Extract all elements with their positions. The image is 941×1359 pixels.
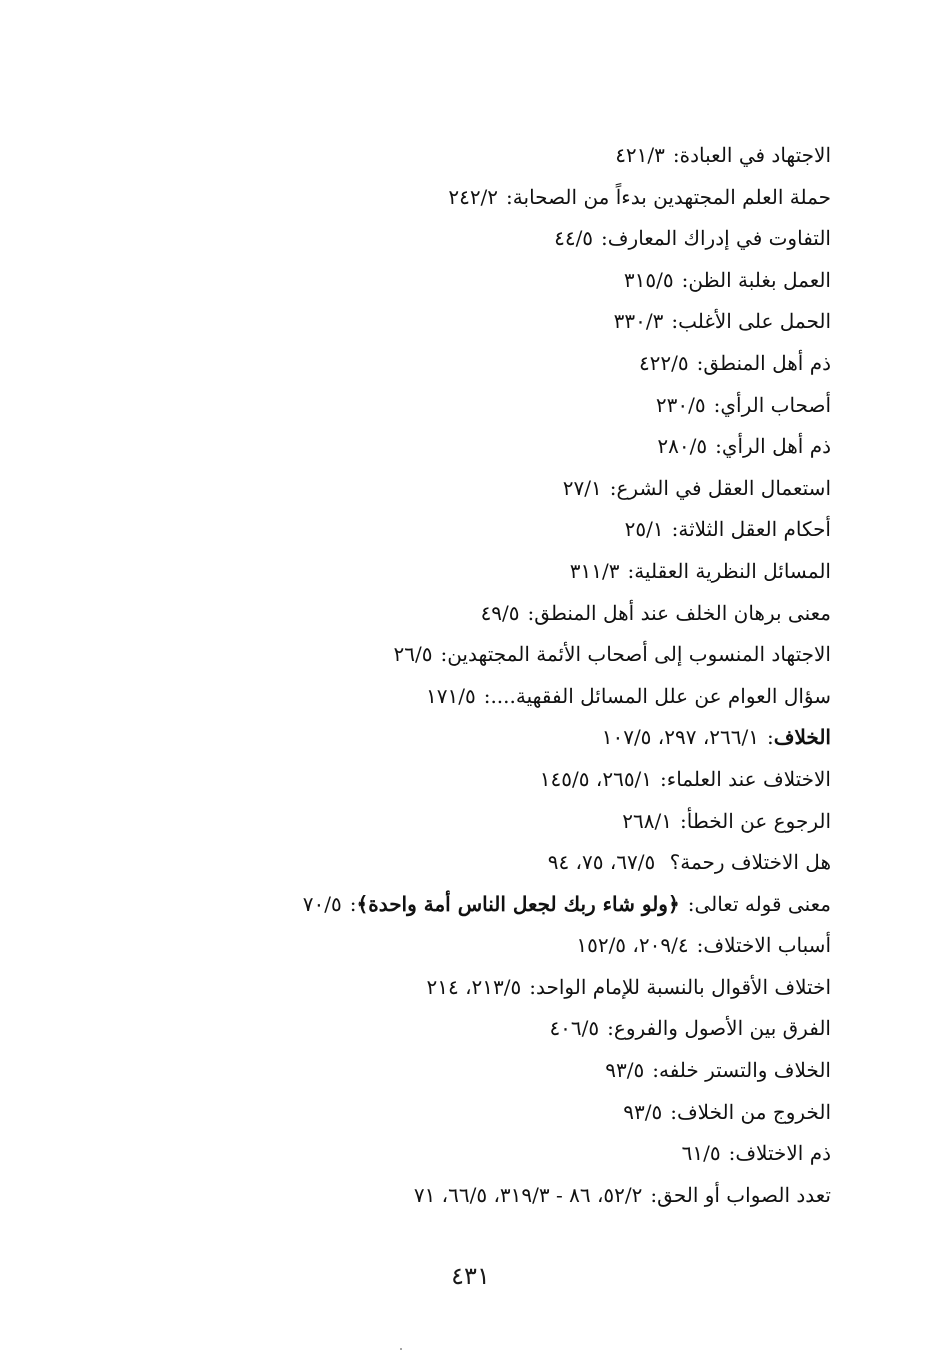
index-entry (131, 1052, 831, 1094)
entry-term: ذم أهل المنطق (703, 350, 831, 375)
entry-refs: ٦١/٥ (681, 1141, 721, 1166)
entry-refs: ٧٠/٥ (302, 891, 342, 916)
entry-refs: ٢٦٨/١ (622, 808, 672, 833)
index-entry (131, 761, 831, 803)
entry-term: ذم أهل الرأي (721, 434, 831, 459)
separator: : (609, 475, 617, 500)
index-entry (131, 303, 831, 345)
entry-refs: ٢٦٦/١، ٢٩٧، ١٠٧/٥ (601, 725, 760, 750)
index-entry (131, 428, 831, 470)
separator: : (680, 808, 687, 833)
separator: : (650, 1182, 658, 1207)
index-entry (131, 511, 831, 553)
separator: : (671, 309, 679, 334)
separator: : (506, 184, 513, 209)
entry-refs: ٣٣٠/٣ (613, 309, 664, 334)
index-entry (131, 1177, 831, 1219)
entry-term: معنى قوله تعالى (694, 891, 831, 916)
separator: : (713, 392, 721, 417)
entry-term: الاجتهاد المنسوب إلى أصحاب الأئمة المجتهدين (447, 642, 831, 667)
index-entry (131, 595, 831, 637)
entry-refs: ٤٢٢/٥ (638, 350, 689, 375)
index-entry (131, 1135, 831, 1177)
separator: : (627, 558, 635, 583)
entry-refs: ٢٦٥/١، ١٤٥/٥ (539, 766, 653, 791)
separator: : (483, 683, 491, 708)
entry-term: استعمال العقل في الشرع (616, 475, 831, 500)
separator: : (670, 1099, 677, 1124)
entry-term: الاجتهاد في العبادة (679, 143, 831, 167)
entry-refs: ٢٧/١ (562, 475, 602, 500)
entry-refs: ٤٠٦/٥ (549, 1016, 600, 1041)
index-entry (131, 678, 831, 720)
separator: : (728, 1141, 736, 1166)
index-entry (131, 844, 831, 886)
separator: : (715, 434, 722, 459)
entry-refs: ٢٦/٥ (393, 642, 433, 667)
quran-verse: ﴿ولو شاء ربك لجعل الناس أمة واحدة﴾ (356, 891, 680, 916)
entry-term: هل الاختلاف رحمة؟ (669, 850, 831, 875)
entry-refs: ٢٥/١ (624, 517, 664, 542)
index-entry (131, 719, 831, 761)
entry-term: العمل بغلبة الظن (688, 267, 831, 292)
entry-term: أصحاب الرأي (720, 392, 831, 417)
entry-term: تعدد الصواب أو الحق (657, 1182, 831, 1207)
index-entry (131, 886, 831, 928)
separator: : (660, 766, 667, 791)
index-entry (131, 387, 831, 429)
index-entry (131, 345, 831, 387)
page-number: ٤٣١ (451, 1262, 490, 1290)
separator: : (671, 517, 679, 542)
entry-refs: ٣١٥/٥ (623, 267, 674, 292)
separator: : (601, 226, 608, 251)
index-entry (131, 470, 831, 512)
entry-term: أسباب الاختلاف (703, 933, 831, 958)
entry-term: اختلاف الأقوال بالنسبة للإمام الواحد (536, 974, 831, 999)
index-entry (131, 1010, 831, 1052)
entry-term: الخلاف والتستر خلفه (658, 1058, 831, 1083)
entry-refs: ٩٣/٥ (605, 1058, 645, 1083)
entry-term: الفرق بين الأصول والفروع (613, 1016, 831, 1041)
entry-refs: ٢٠٩/٤، ١٥٢/٥ (576, 933, 689, 958)
index-entry (131, 803, 831, 845)
entry-refs: ٢٤٢/٢ (448, 184, 499, 209)
entry-refs: ٤٤/٥ (554, 226, 594, 251)
entry-term: المسائل النظرية العقلية (634, 558, 831, 583)
entry-refs: ٤٢١/٣ (615, 143, 665, 167)
entry-term: سؤال العوام عن علل المسائل الفقهية.... (490, 683, 831, 708)
index-entry (131, 220, 831, 262)
separator: : (687, 891, 695, 916)
entry-term: التفاوت في إدراك المعارف (607, 226, 831, 251)
entry-term: معنى برهان الخلف عند أهل المنطق (534, 600, 831, 625)
index-entry (131, 969, 831, 1011)
separator: : (529, 974, 536, 999)
entry-term: الرجوع عن الخطأ (686, 808, 831, 833)
scan-speck (400, 1348, 402, 1350)
separator: : (681, 267, 689, 292)
separator: : (652, 1058, 659, 1083)
entry-refs: ٦٧/٥، ٧٥، ٩٤ (547, 850, 656, 875)
entry-refs: ٥٢/٢، ٨٦ - ٣١٩/٣، ٦٦/٥، ٧١ (413, 1182, 643, 1207)
entry-refs: ٢٨٠/٥ (657, 434, 708, 459)
index-entry (131, 137, 831, 179)
index-entry (131, 179, 831, 221)
entry-refs: ٩٣/٥ (623, 1099, 663, 1124)
index-entry (131, 553, 831, 595)
separator: : (672, 143, 680, 167)
separator: : (696, 350, 704, 375)
index-entry (131, 262, 831, 304)
entry-term: الخلاف (773, 725, 831, 750)
entry-term: أحكام العقل الثلاثة (678, 517, 831, 542)
separator: : (607, 1016, 614, 1041)
separator: : (527, 600, 535, 625)
entry-refs: ٤٩/٥ (480, 600, 520, 625)
separator: : (440, 642, 448, 667)
entry-term: ذم الاختلاف (735, 1141, 831, 1166)
separator: : (349, 891, 357, 916)
entry-term: الخروج من الخلاف (676, 1099, 831, 1124)
entry-refs: ٣١١/٣ (569, 558, 620, 583)
separator: : (767, 725, 774, 750)
index-entry (131, 636, 831, 678)
index-list (131, 137, 831, 1218)
entry-term: الحمل على الأغلب (678, 309, 831, 334)
entry-refs: ٢١٣/٥، ٢١٤ (426, 974, 522, 999)
index-entry (131, 1094, 831, 1136)
separator: : (696, 933, 704, 958)
index-entry (131, 927, 831, 969)
entry-refs: ١٧١/٥ (425, 683, 476, 708)
entry-refs: ٢٣٠/٥ (655, 392, 706, 417)
entry-term: الاختلاف عند العلماء (666, 766, 831, 791)
entry-term: حملة العلم المجتهدين بدءاً من الصحابة (512, 184, 831, 209)
